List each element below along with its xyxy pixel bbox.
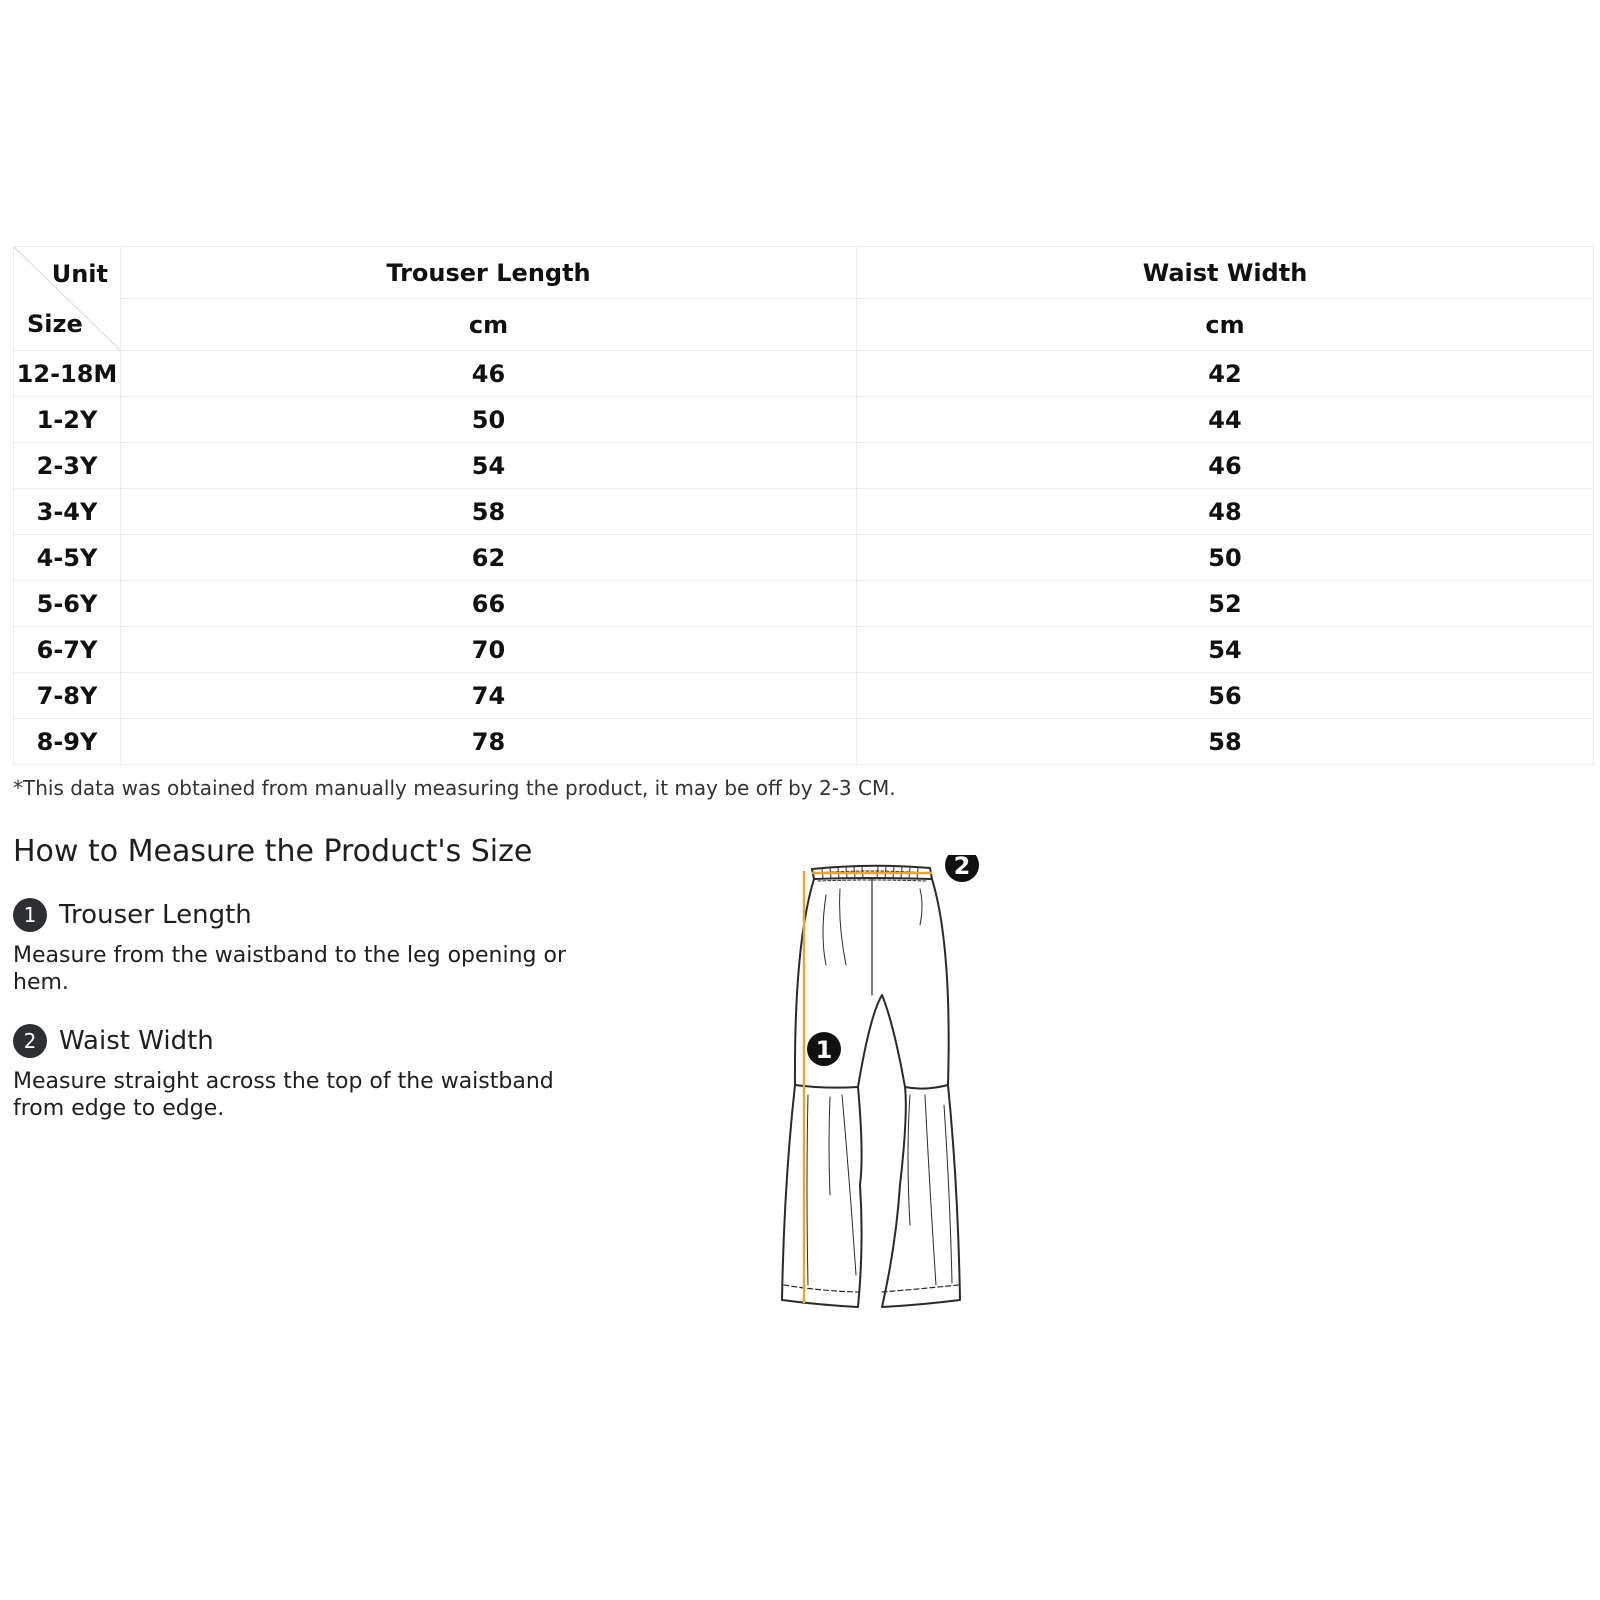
table-row [14,351,1594,397]
flared-trousers-icon [760,855,1010,1325]
guide-title: How to Measure the Product's Size [13,834,533,869]
size-cell: 12-18M [14,351,121,397]
size-cell: 8-9Y [14,719,121,765]
callout-2-badge [945,855,979,882]
waist-width-cell: 50 [857,535,1594,581]
size-cell: 2-3Y [14,443,121,489]
step-description: Measure from the waistband to the leg opening or hem. [13,943,567,995]
step-title: Waist Width [59,1026,214,1056]
waist-width-cell: 42 [857,351,1594,397]
trouser-length-cell: 46 [121,351,857,397]
corner-header-cell [14,247,121,351]
trouser-length-cell: 50 [121,397,857,443]
trouser-length-cell: 54 [121,443,857,489]
size-cell: 1-2Y [14,397,121,443]
size-cell: 7-8Y [14,673,121,719]
waist-width-cell: 58 [857,719,1594,765]
table-row [14,535,1594,581]
size-cell: 5-6Y [14,581,121,627]
trouser-length-cell: 58 [121,489,857,535]
corner-size-label: Size [27,310,83,338]
guide-step-trouser-length [13,897,593,996]
size-cell: 6-7Y [14,627,121,673]
column-unit-waist-width: cm [857,299,1594,351]
waist-width-cell: 48 [857,489,1594,535]
table-header-row [14,247,1594,299]
column-header-trouser-length: Trouser Length [121,247,857,299]
size-cell: 4-5Y [14,535,121,581]
trouser-length-cell: 62 [121,535,857,581]
callout-1-badge [807,1032,841,1066]
column-unit-trouser-length: cm [121,299,857,351]
table-row [14,627,1594,673]
column-header-waist-width: Waist Width [857,247,1594,299]
corner-unit-label: Unit [51,260,108,288]
waist-width-cell: 44 [857,397,1594,443]
step-number-badge: 1 [13,898,47,932]
step-description: Measure straight across the top of the waistband from edge to edge. [13,1069,554,1121]
waist-width-cell: 46 [857,443,1594,489]
waist-width-cell: 52 [857,581,1594,627]
trouser-length-cell: 70 [121,627,857,673]
waist-width-cell: 56 [857,673,1594,719]
table-unit-row [14,299,1594,351]
step-number-badge: 2 [13,1024,47,1058]
table-row [14,397,1594,443]
svg-text:1: 1 [815,1036,833,1064]
trouser-length-cell: 66 [121,581,857,627]
table-row [14,489,1594,535]
measurement-disclaimer: *This data was obtained from manually measuring the product, it may be off by 2-3 CM. [13,776,896,800]
trouser-length-cell: 78 [121,719,857,765]
trouser-length-cell: 74 [121,673,857,719]
svg-text:2: 2 [953,855,971,880]
step-title: Trouser Length [59,900,252,930]
size-cell: 3-4Y [14,489,121,535]
table-row [14,719,1594,765]
size-chart-table [13,246,1594,765]
table-row [14,443,1594,489]
table-row [14,673,1594,719]
guide-step-waist-width [13,1023,593,1122]
table-row [14,581,1594,627]
waist-width-cell: 54 [857,627,1594,673]
